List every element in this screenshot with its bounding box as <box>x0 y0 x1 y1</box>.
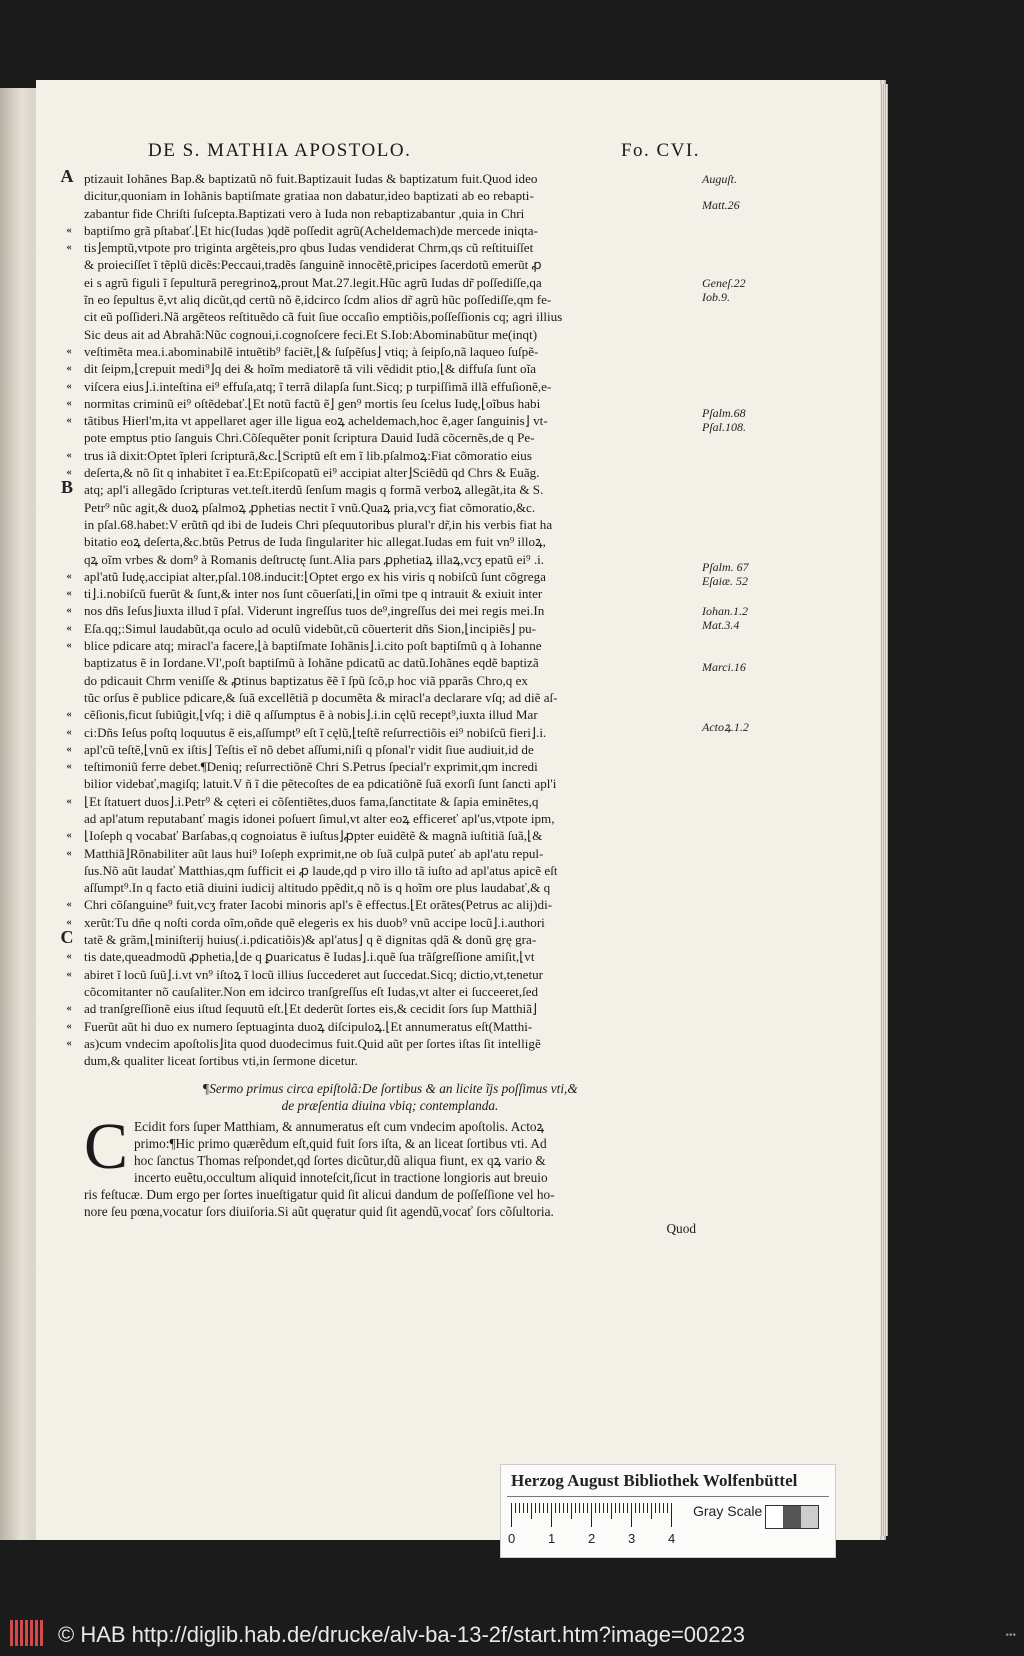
line-text: Sic deus ait ad Abrahã:Nũc cognoui,i.cognoſcere feci.Et S.Iob:Abominabũtur me(inqt) <box>84 326 538 342</box>
ruler-tick <box>511 1503 512 1527</box>
line-margin-mark: « <box>66 604 72 617</box>
line-text: ei s agrũ figuli ĩ ſepulturã peregrinoꝝ,prout Mat.27.legit.Hũc agrũ Iudas dr̃ poſſediſſe,qa <box>84 274 542 290</box>
text-line <box>84 672 696 689</box>
line-text: tatẽ & grãm,⌊miniſterij huius(.i.pdicatiõis)& apl'atus⌋ q ẽ dignitas qdã & donũ grę gra‑ <box>84 932 537 948</box>
line-text: Chri cõſanguine⁹ fuit,vcʒ frater Iacobi minoris apl's ẽ effectus.⌊Et orãtes(Petrus ac alij)di‑ <box>84 897 553 913</box>
ruler-tick <box>519 1503 520 1513</box>
line-margin-mark: « <box>66 414 72 427</box>
ruler-number: 1 <box>548 1531 556 1546</box>
text-line <box>84 256 696 273</box>
text-line <box>66 637 696 654</box>
ruler-tick <box>595 1503 596 1513</box>
ruler-tick <box>607 1503 608 1513</box>
line-margin-mark: « <box>66 466 72 479</box>
ruler-tick <box>571 1503 572 1519</box>
text-line <box>84 810 696 827</box>
marginal-note: Geneſ.22 Iob.9. <box>702 276 746 304</box>
previous-page-edge <box>0 88 37 1540</box>
text-line <box>84 533 696 550</box>
ruler-tick <box>583 1503 584 1513</box>
line-margin-mark: « <box>66 1036 72 1049</box>
ruler-tick <box>619 1503 620 1513</box>
line-text: Petr⁹ nũc agit,& duoꝝ pſalmoꝝ ꝓphetias nectit ĩ vnũ.Quaꝝ pria,vcʒ fiat cõmoratio,&c. <box>84 499 536 515</box>
line-margin-mark: « <box>66 760 72 773</box>
ruler-tick <box>639 1503 640 1513</box>
ruler-tick <box>631 1503 632 1527</box>
line-margin-mark: « <box>66 396 72 409</box>
line-text: bitatio eoꝝ deſerta,&c.btũs Petrus de Iuda ſingulariter hic allegat.Iudas em fuit vn⁹ illoꝝ, <box>84 534 546 550</box>
line-text: tũc orſus ẽ publice pdicare,& ſuã excellẽtiã p documẽta & miracl'a declarare vſq; ad diẽ aſ‑ <box>84 689 558 705</box>
text-line <box>84 862 696 879</box>
text-line <box>66 395 696 412</box>
line-margin-mark: « <box>66 362 72 375</box>
line-text: tis⌋emptũ,vtpote pro triginta argẽteis,pro qbus Iudas vendiderat Chrm,qs cũ reſtituiſſet <box>84 240 534 256</box>
line-text: in pſal.68.habet:V erũtñ qd ibi de Iudeis Chri pſequutoribus plural'r dr̃,in his verbis fiat ha <box>84 516 553 532</box>
text-line <box>66 896 696 913</box>
sermo-body <box>84 1110 696 1237</box>
ruler-tick <box>671 1503 672 1527</box>
text-line <box>84 1052 696 1069</box>
text-line <box>84 516 696 533</box>
text-line <box>66 343 696 360</box>
ruler-tick <box>587 1503 588 1513</box>
line-text: pote emptus ptio ſanguis Chri.Cõſequẽter ponit ſcriptura Dauid Iudã cõcernẽs,de q Pe‑ <box>84 430 535 446</box>
text-line <box>66 827 696 844</box>
ruler-tick <box>547 1503 548 1513</box>
line-text: Eſa.qq;:Simul laudabũt,qa oculo ad oculũ videbũt,cũ cõuerterit dñs Sion,⌊incipiẽs⌋ pu‑ <box>84 620 537 636</box>
line-margin-mark: « <box>66 742 72 755</box>
ruler-tick <box>579 1503 580 1513</box>
text-line <box>84 551 696 568</box>
text-line <box>84 983 696 1000</box>
text-line <box>84 879 696 896</box>
line-text: ptizauit Iohãnes Bap.& baptizatũ nõ fuit.Baptizauit Iudas & baptizatum fuit.Quod ideo <box>84 171 538 186</box>
sermo-line: hoc ſanctus Thomas reſpondet,qd ſortes dicũtur,dũ aliqua fiunt, ex qꝝ vario & <box>134 1153 546 1168</box>
ruler-number: 2 <box>588 1531 596 1546</box>
text-line <box>66 948 696 965</box>
marginal-note: Actoꝝ.1.2 <box>702 720 749 734</box>
text-line <box>84 689 696 706</box>
ruler-number: 0 <box>508 1531 516 1546</box>
line-text: atq; apl'i allegãdo ſcripturas vet.teſt.iterdũ ſenſum magis q formã verboꝝ allegãt,ita & S. <box>84 482 544 498</box>
text-line <box>66 378 696 395</box>
text-line <box>66 741 696 758</box>
line-margin-mark: A <box>60 166 74 186</box>
line-margin-mark: « <box>66 915 72 928</box>
ruler-tick <box>663 1503 664 1513</box>
ruler-tick <box>543 1503 544 1513</box>
line-margin-mark: « <box>66 223 72 236</box>
sermo-heading-line-2: de præſentia diuina vbiq; contemplanda. <box>281 1098 499 1113</box>
text-line <box>84 775 696 792</box>
ruler-tick <box>627 1503 628 1513</box>
line-margin-mark: « <box>66 587 72 600</box>
marginal-note: Matt.26 <box>702 198 740 212</box>
text-line <box>66 222 696 239</box>
line-text: blice pdicare atq; miracl'a facere,⌊à baptiſmate Iohãnis⌋.i.cito poſt baptiſmũ q à Iohanne <box>84 638 542 654</box>
line-margin-mark: « <box>66 829 72 842</box>
more-dots-icon[interactable]: ••• <box>1005 1630 1016 1641</box>
ruler-tick <box>563 1503 564 1513</box>
label-divider <box>507 1496 829 1497</box>
line-text: ſus.Nõ aũt laudať Matthias,qm ſufficit ei ꝓ laude,qd p viro illo tã iuſto ad apl'atus apicẽ eſt <box>84 862 558 878</box>
ruler-tick <box>531 1503 532 1519</box>
sermo-line: Ecidit fors ſuper Matthiam, & annumeratus eſt cum vndecim apoſtolis. Actoꝝ <box>134 1119 545 1134</box>
line-text: viſcera eius⌋.i.inteſtina ei⁹ effuſa,atq; ĩ terrã dilapſa ſunt.Sicq; p turpiſſimã illã effuſionẽ,e‑ <box>84 378 552 394</box>
text-line <box>66 239 696 256</box>
line-margin-mark: « <box>66 898 72 911</box>
ruler-tick <box>623 1503 624 1513</box>
ruler-tick <box>591 1503 592 1527</box>
ruler-tick <box>567 1503 568 1513</box>
text-line <box>60 927 696 948</box>
line-margin-mark: « <box>66 1002 72 1015</box>
line-margin-mark: « <box>66 639 72 652</box>
line-text: do pdicauit Chrm veniſſe & ꝓtinus baptizatus ẽẽ ĩ ſpũ ſcõ,p hoc viã pparãs Chro,q ex <box>84 672 528 688</box>
text-line <box>60 477 696 498</box>
line-text: cõcomitanter nõ cauſaliter.Non em idcirco tranſgreſſus eſt Iudas,vt alter ei ſucceeret,ſed <box>84 983 539 999</box>
line-text: dicitur,quoniam in Iohãnis baptiſmate gratiaa non dabatur,ideo baptizati ab eo rebapti‑ <box>84 188 534 204</box>
text-line <box>66 412 696 429</box>
ruler-tick <box>615 1503 616 1513</box>
text-line <box>66 447 696 464</box>
line-margin-mark: « <box>66 846 72 859</box>
ruler-tick <box>527 1503 528 1513</box>
ruler-tick <box>659 1503 660 1513</box>
ruler-tick <box>535 1503 536 1513</box>
line-margin-mark: « <box>66 448 72 461</box>
ruler-tick <box>559 1503 560 1513</box>
line-text: ⌊Ioſeph q vocabať Barſabas,q cognoiatus ẽ iuſtus⌋ꝓpter euidẽtẽ & magnã iuſtitiã ſuã,⌊& <box>84 828 543 844</box>
marginal-note: Marci.16 <box>702 660 746 674</box>
text-line <box>66 620 696 637</box>
line-text: apl'cũ teſtẽ,⌊vnũ ex iſtis⌋ Teſtis eĩ nõ debet aſſumi,niſi q pſonal'r vidit ſiue audiuit,id de <box>84 741 534 757</box>
text-line <box>66 845 696 862</box>
line-text: trus iã dixit:Optet ĩpleri ſcripturã,&c.⌊Scriptũ eſt em ĩ lib.pſalmoꝝ:Fiat cõmoratio eius <box>84 447 532 463</box>
marginal-note: Pſalm.68 Pſal.108. <box>702 406 746 434</box>
text-line <box>66 724 696 741</box>
ruler-tick <box>523 1503 524 1513</box>
line-margin-mark: « <box>66 621 72 634</box>
text-line <box>66 1000 696 1017</box>
ruler-tick <box>603 1503 604 1513</box>
marginal-note: Iohan.1.2 Mat.3.4 <box>702 604 748 632</box>
line-text: as)cum vndecim apoſtolis⌋ita quod duodecimus fuit.Quid aũt per ſortes iſtas ſit intelligẽ <box>84 1035 541 1051</box>
line-text: & proieciſſet ĩ tẽplũ dicẽs:Peccaui,tradẽs ſanguinẽ innocẽtẽ,pricipes ſacerdotũ emerũt ꝓ <box>84 257 542 273</box>
viewer-footer <box>0 1612 1024 1656</box>
ruler-tick <box>647 1503 648 1513</box>
text-line <box>84 187 696 204</box>
line-text: nos dñs Ieſus⌋iuxta illud ĩ pſal. Viderunt ingreſſus tuos de⁹,ingreſſus dei mei regis mei.In <box>84 603 545 619</box>
text-line <box>66 585 696 602</box>
line-text: veſtimẽta mea.i.abominabilẽ intuẽtib⁹ faciẽt,⌊& ſuſpẽſus⌋ vtiq; à ſeipſo,nã laqueo ſuſpẽ‑ <box>84 343 539 359</box>
line-text: teſtimoniũ ferre debet.¶Deniq; reſurrectiõnẽ Chri S.Petrus ſpecial'r exprimit,qm incredi <box>84 759 538 775</box>
line-text: abiret ĩ locũ ſuũ⌋.i.vt vn⁹ iſtoꝝ ĩ locũ illius ſuccederet aut ſuccedat.Sicq; dictio,vt,tenetur <box>84 966 544 982</box>
text-line <box>66 706 696 723</box>
library-label <box>500 1464 836 1558</box>
line-text: dum,& qualiter liceat ſortibus vti,in ſermone dicetur. <box>84 1053 358 1069</box>
running-title: DE S. MATHIA APOSTOLO. <box>148 140 412 161</box>
line-text: cit eũ poſſideri.Nã argẽteos reſtituẽdo cã fuit ſiue occaſio emptiõis,poſſeſſionis cq; agri illius <box>84 309 563 325</box>
line-text: Fuerũt aũt hi duo ex numero ſeptuaginta duoꝝ diſcipuloꝝ.⌊Et annumeratus eſt(Matthi‑ <box>84 1018 533 1034</box>
gray-scale-label: Gray Scale <box>693 1503 763 1519</box>
text-line <box>84 274 696 291</box>
hab-logo-icon <box>10 1620 44 1646</box>
ruler-tick <box>599 1503 600 1513</box>
text-line <box>84 291 696 308</box>
line-margin-mark: « <box>66 950 72 963</box>
text-line <box>66 758 696 775</box>
text-line <box>66 602 696 619</box>
line-margin-mark: B <box>60 477 73 498</box>
line-text: aſſumpt⁹.In q facto etiã diuini iudicij altitudo ppẽdit,q nõ is q hoĩm ore plus laudabať,& q <box>84 880 551 896</box>
line-margin-mark: « <box>66 967 72 980</box>
text-line <box>84 308 696 325</box>
line-text: xerũt:Tu dñe q noſti corda oĩm,oñde quẽ elegeris ex his duob⁹ vnũ accipe locũ⌋.i.authori <box>84 914 545 930</box>
catchword: Quod <box>666 1221 696 1236</box>
line-text: tãtibus Hierl'm,ita vt appellaret ager ille ligua eoꝝ acheldemach,hoc ẽ,ager ſanguinis⌋ vt‑ <box>84 413 548 429</box>
sermo-line: nore ſeu pœna,vocatur ſors diuiſoria.Si aũt quęratur quid ſit agendũ,vocať ſors cõſultoria. <box>84 1204 554 1219</box>
text-line <box>66 464 696 481</box>
line-text: Matthiã⌋Rõnabiliter aũt laus hui⁹ Ioſeph exprimit,ne ob ſuã culpã puteť ab apl'atu repul‑ <box>84 845 544 861</box>
ruler-number: 4 <box>668 1531 676 1546</box>
ruler-tick <box>643 1503 644 1513</box>
line-text: baptiſmo grã pſtabať.⌊Et hic(Iudas )qdẽ poſſedit agrũ(Acheldemach)de mercede iniqta‑ <box>84 222 538 238</box>
line-text: normitas criminũ ei⁹ oſtẽdebať.⌊Et notũ factũ ẽ⌋ gen⁹ mortis ſeu ſcelus Iudę,⌊oĩbus habi <box>84 395 541 411</box>
line-text: ti⌋.i.nobiſcũ fuerũt & ſunt,& inter nos ſunt cõuerſati,⌊in oĩmi tpe q intrauit & exiuit inter <box>84 586 543 602</box>
sermo-line: ris feſtucæ. Dum ergo per ſortes inueſtigatur quid ſit alicui dandum de poſſeſſione vel ho‑ <box>84 1187 555 1202</box>
text-line <box>66 360 696 377</box>
ruler-tick <box>651 1503 652 1519</box>
ruler-tick <box>655 1503 656 1513</box>
text-line <box>66 914 696 931</box>
ruler-tick <box>575 1503 576 1513</box>
ruler-number: 3 <box>628 1531 636 1546</box>
text-line <box>84 429 696 446</box>
line-margin-mark: « <box>66 241 72 254</box>
swatch-white <box>766 1506 783 1528</box>
text-line <box>66 966 696 983</box>
text-line <box>66 793 696 810</box>
line-margin-mark: « <box>66 569 72 582</box>
text-line <box>66 568 696 585</box>
page-stack-edge <box>880 84 888 1536</box>
line-text: tis date,queadmodũ ꝓphetia,⌊de q ꝑuaricatus ẽ Iudas⌋.i.quẽ ſua trãſgreſſione amiſit,⌊vt <box>84 949 535 965</box>
line-text: ci:Dñs Ieſus poſtq loquutus ẽ eis,aſſumpt⁹ eſt ĩ cęlũ,⌊teſtẽ reſurrectiõis ei⁹ nobiſcũ fieri⌋.i. <box>84 724 547 740</box>
line-text: ad apl'atum reputabanť magis idonei poſuert ſimul,vt alter eoꝝ efficereť apl'us,vtpote ipm, <box>84 810 555 826</box>
main-text-block <box>60 166 696 1069</box>
sermo-section <box>84 1080 696 1237</box>
drop-capital: C <box>84 1110 129 1183</box>
ruler-tick <box>539 1503 540 1513</box>
citation-link[interactable]: © HAB http://diglib.hab.de/drucke/alv-ba-13-2f/start.htm?image=00223 <box>58 1622 745 1647</box>
line-margin-mark: « <box>66 379 72 392</box>
line-margin-mark: « <box>66 794 72 807</box>
sermo-lines <box>84 1110 696 1220</box>
swatch-light <box>801 1506 818 1528</box>
line-text: ad tranſgreſſionẽ eius iſtud ſequutũ eſt.⌊Et dederũt ſortes eis,& cecidit ſors ſup Matthiã⌋ <box>84 1001 538 1017</box>
line-text: baptizatus ẽ in Iordane.Vl',poſt baptiſmũ à Iohãne pdicatũ ac datũ.Iohãnes eqdẽ baptizã <box>84 655 539 671</box>
ruler-tick <box>555 1503 556 1513</box>
sermo-line: primo:¶Hic primo quærẽdum eſt,quid fuit ſors iſta, & an liceat ſortibus vti. Ad <box>134 1136 547 1151</box>
line-text: cẽſionis,ficut ſubiũgit,⌊vſq; i diẽ q aſſumptus ẽ à nobis⌋.i.in cęlũ recept⁹,iuxta illud Mar <box>84 707 538 723</box>
line-margin-mark: « <box>66 344 72 357</box>
line-margin-mark: C <box>60 927 74 948</box>
measurement-ruler <box>508 1503 679 1546</box>
folio-number: Fo. CVI. <box>620 140 700 161</box>
line-text: qꝝ oĩm vrbes & dom⁹ à Romanis deſtructę ſunt.Alia pars ꝓphetiaꝝ illaꝝ,vcʒ epatũ ei⁹ .i. <box>84 551 545 567</box>
text-line <box>84 654 696 671</box>
text-line <box>66 1035 696 1052</box>
text-line <box>60 166 696 187</box>
library-name: Herzog August Bibliothek Wolfenbüttel <box>511 1471 798 1490</box>
line-text: deſerta,& nõ ſit q inhabitet ĩ ea.Et:Epiſcopatũ ei⁹ accipiat alter⌋Sciẽdũ qd Chrs & Euãg. <box>84 465 540 481</box>
line-text: dit ſeipm,⌊crepuit medi⁹⌋q dei & hoĩm mediatorẽ tã vili vẽdidit ptio,⌊& diffuſa ſunt oĩa <box>84 361 537 377</box>
ruler-tick <box>667 1503 668 1513</box>
line-text: zabantur fide Chriſti ſuſcepta.Baptizati vero à Iuda non rebaptizabantur ,quia in Chri <box>84 205 525 221</box>
sermo-line: incerto euẽtu,occultum aliquid innoteſcit,ſicut in tractione longioris aut breuio <box>134 1170 548 1185</box>
line-margin-mark: « <box>66 725 72 738</box>
marginal-note: Auguſt. <box>702 172 737 186</box>
line-text: ĩn eo ſepultus ẽ,vt aliq dicũt,qd certũ nõ ẽ,idcirco ſcdm alios dr̃ agrũ hũc poſſediſſe,qm fe‑ <box>84 292 552 308</box>
line-margin-mark: « <box>66 708 72 721</box>
line-margin-mark: « <box>66 1019 72 1032</box>
text-line <box>84 326 696 343</box>
running-header <box>148 140 700 162</box>
line-text: apl'atũ Iudę,accipiat alter,pſal.108.inducit:⌊Optet ergo ex his viris q nobiſcũ ſunt cõgrega <box>84 568 546 584</box>
text-line <box>66 1018 696 1035</box>
sermo-heading-line-1: ¶Sermo primus circa epiſtolã:De ſortibus & an licite ĩjs poſſimus vti,& <box>202 1081 578 1096</box>
marginal-note: Pſalm. 67 Eſaiæ. 52 <box>702 560 749 588</box>
ruler-tick <box>635 1503 636 1513</box>
text-line <box>84 205 696 222</box>
text-line <box>84 499 696 516</box>
line-text: ⌊Et ſtatuert duos⌋.i.Petr⁹ & cęteri ei cõſentiẽtes,duos fama,ſanctitate & ſapia eminẽtes,q <box>84 793 539 809</box>
ruler-tick <box>515 1503 516 1513</box>
ruler-tick <box>551 1503 552 1527</box>
gray-scale-swatch <box>765 1505 819 1529</box>
swatch-dark <box>783 1506 800 1528</box>
ruler-tick <box>611 1503 612 1519</box>
line-text: bilior videbať,magiſq; latuit.V ñ ĩ die pẽtecoſtes de ea pdicatiõnẽ ſuã exorſi ſunt ſancti apl'i <box>84 776 557 792</box>
